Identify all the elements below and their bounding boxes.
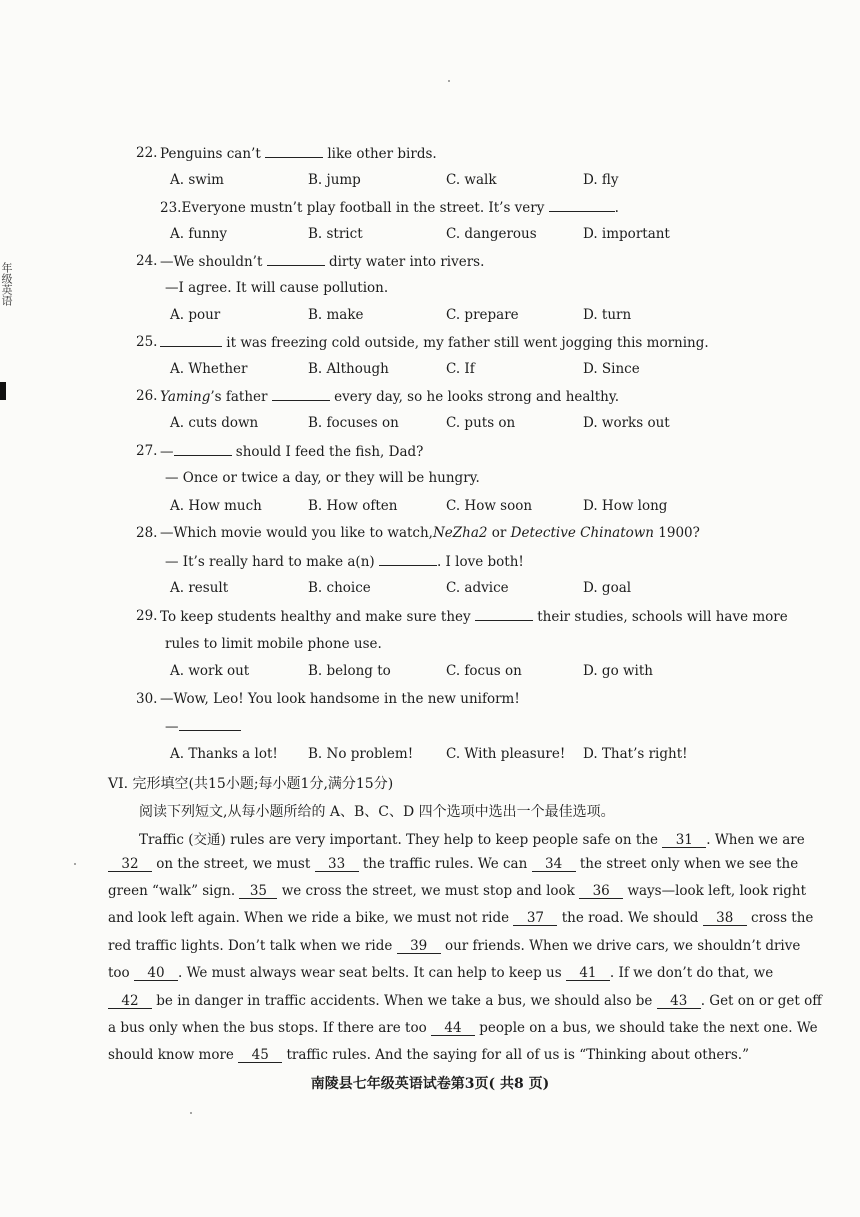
question-stem: — should I feed the fish, Dad? [160, 444, 424, 460]
cloze-blank: 32 [108, 857, 152, 872]
option-d: D. goal [583, 580, 632, 596]
option-d: D. Since [583, 361, 640, 377]
passage-line: should know more 45 traffic rules. And the saying for all of us is “Thinking about others.” [108, 1047, 749, 1063]
passage-line: too 40 . We must always wear seat belts. It can help to keep us 41 . If we don’t do that, we [108, 965, 774, 981]
question-stem: 23.Everyone mustn’t play football in the street. It’s very . [160, 200, 619, 216]
question-number: 29. [136, 608, 158, 624]
cloze-blank: 38 [703, 911, 747, 926]
section-title: VI. 完形填空(共15小题;每小题1分,满分15分) [108, 776, 394, 792]
passage-line: 42 be in danger in traffic accidents. When we take a bus, we should also be 43 . Get on or get off [108, 993, 764, 1009]
option-c: C. focus on [446, 663, 522, 679]
answer-blank [179, 718, 241, 731]
question-number: 24. [136, 253, 158, 269]
answer-blank [272, 388, 330, 401]
option-d: D. turn [583, 307, 632, 323]
option-a: A. cuts down [170, 415, 259, 431]
binding-margin-label: 年级英语 [0, 262, 13, 306]
option-c: C. dangerous [446, 226, 537, 242]
question-number: 27. [136, 443, 158, 459]
option-c: C. If [446, 361, 475, 377]
cloze-blank: 40 [134, 966, 178, 981]
cloze-blank: 36 [579, 884, 623, 899]
option-b: B. No problem! [308, 746, 414, 762]
option-b: B. belong to [308, 663, 391, 679]
cloze-blank: 37 [513, 911, 557, 926]
option-c: C. advice [446, 580, 509, 596]
question-stem: To keep students healthy and make sure they their studies, schools will have more [160, 609, 788, 625]
question-dialogue-line: — Once or twice a day, or they will be hungry. [165, 470, 480, 486]
question-stem: Penguins can’t like other birds. [160, 146, 437, 162]
option-b: B. How often [308, 498, 398, 514]
cloze-blank: 39 [397, 939, 441, 954]
answer-blank [549, 199, 615, 212]
option-c: C. walk [446, 172, 497, 188]
question-number: 28. [136, 525, 158, 541]
option-a: A. swim [170, 172, 224, 188]
option-b: B. strict [308, 226, 363, 242]
option-c: C. prepare [446, 307, 519, 323]
passage-line: green “walk” sign. 35 we cross the street, we must stop and look 36 ways—look left, look right [108, 883, 807, 899]
option-b: B. Although [308, 361, 389, 377]
option-d: D. That’s right! [583, 746, 688, 762]
scan-speck [190, 1112, 192, 1114]
question-dialogue-line: —I agree. It will cause pollution. [165, 280, 389, 296]
section-instruction: 阅读下列短文,从每小题所给的 A、B、C、D 四个选项中选出一个最佳选项。 [139, 804, 615, 820]
cloze-blank: 41 [566, 966, 610, 981]
option-b: B. jump [308, 172, 361, 188]
passage-line: and look left again. When we ride a bike, we must not ride 37 the road. We should 38 cross the [108, 910, 814, 926]
question-stem: it was freezing cold outside, my father still went jogging this morning. [160, 334, 709, 351]
passage-line: red traffic lights. Don’t talk when we ride 39 our friends. When we drive cars, we shouldn’t drive [108, 938, 801, 954]
question-dialogue-line: — [165, 718, 241, 735]
cloze-blank: 34 [532, 857, 576, 872]
cloze-blank: 43 [657, 994, 701, 1009]
answer-blank [267, 253, 325, 266]
option-a: A. Whether [170, 361, 248, 377]
option-c: C. How soon [446, 498, 533, 514]
option-c: C. puts on [446, 415, 516, 431]
answer-blank [475, 608, 533, 621]
question-stem: Yaming’s father every day, so he looks strong and healthy. [160, 389, 619, 405]
option-b: B. focuses on [308, 415, 399, 431]
cloze-blank: 42 [108, 994, 152, 1009]
question-stem-continued: rules to limit mobile phone use. [165, 636, 382, 652]
answer-blank [160, 334, 222, 347]
option-b: B. choice [308, 580, 371, 596]
scan-speck [448, 80, 450, 82]
option-d: D. fly [583, 172, 619, 188]
option-a: A. Thanks a lot! [170, 746, 278, 762]
cloze-blank: 45 [238, 1048, 282, 1063]
option-c: C. With pleasure! [446, 746, 566, 762]
scan-speck [74, 863, 76, 865]
answer-blank [174, 443, 232, 456]
option-a: A. funny [170, 226, 228, 242]
option-a: A. How much [170, 498, 262, 514]
option-d: D. works out [583, 415, 670, 431]
option-d: D. important [583, 226, 670, 242]
option-a: A. result [170, 580, 229, 596]
option-a: A. pour [170, 307, 221, 323]
option-d: D. go with [583, 663, 653, 679]
option-a: A. work out [170, 663, 250, 679]
answer-blank [265, 145, 323, 158]
option-d: D. How long [583, 498, 668, 514]
question-number: 26. [136, 388, 158, 404]
option-b: B. make [308, 307, 364, 323]
cloze-blank: 44 [431, 1021, 475, 1036]
answer-blank [379, 553, 437, 566]
passage-line: 32 on the street, we must 33 the traffic rules. We can 34 the street only when we see the [108, 856, 764, 872]
cloze-blank: 31 [662, 833, 706, 848]
passage-line: Traffic (交通) rules are very important. They help to keep people safe on the 31 . When we are [139, 832, 805, 848]
cloze-blank: 35 [239, 884, 277, 899]
cloze-blank: 33 [315, 857, 359, 872]
passage-line: a bus only when the bus stops. If there are too 44 people on a bus, we should take the next one. We [108, 1020, 818, 1036]
page-footer: 南陵县七年级英语试卷第3页( 共8 页) [310, 1076, 550, 1092]
question-dialogue-line: — It’s really hard to make a(n) . I love both! [165, 554, 524, 570]
question-stem: —Wow, Leo! You look handsome in the new uniform! [160, 691, 520, 707]
question-number: 30. [136, 691, 158, 707]
question-stem: —Which movie would you like to watch,NeZha2 or Detective Chinatown 1900? [160, 525, 700, 541]
question-number: 22. [136, 145, 158, 161]
binding-margin-mark [0, 382, 6, 400]
question-number: 25. [136, 334, 158, 350]
question-stem: —We shouldn’t dirty water into rivers. [160, 254, 485, 270]
